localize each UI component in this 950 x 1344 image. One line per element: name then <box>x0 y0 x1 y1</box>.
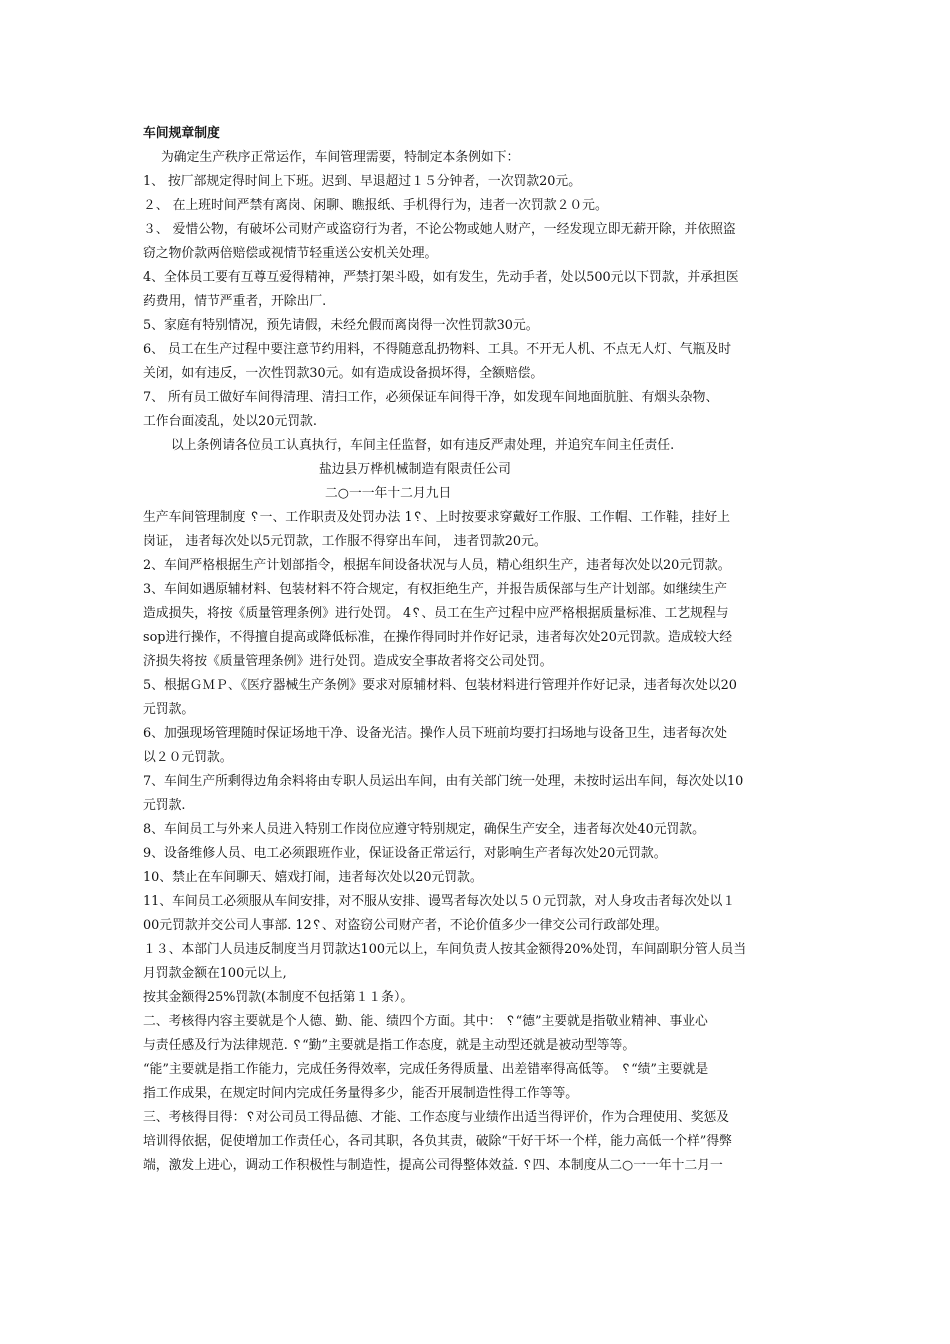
section-line: 生产车间管理制度 ␦一、工作职责及处罚办法 1␦、上时按要求穿戴好工作服、工作帽、工作鞋，挂好上 <box>143 510 731 525</box>
section-line: 00元罚款并交公司人事部. 12␦、对盗窃公司财产者，不论价值多少一律交公司行政部处理。 <box>143 918 668 933</box>
section-line: 6、加强现场管理随时保证场地干净、设备光洁。操作人员下班前均要打扫场地与设备卫生，违者每次处 <box>143 726 728 741</box>
rule-line: 4、全体员工要有互尊互爱得精神，严禁打架斗殴，如有发生，先动手者，处以500元以下罚款，并承担医 <box>143 270 739 285</box>
section-line: 三、考核得目得：␦对公司员工得品德、才能、工作态度与业绩作出适当得评价，作为合理使用、奖惩及 <box>143 1110 730 1125</box>
section-line: 与责任感及行为法律规范. ␦“勤”主要就是指工作态度，就是主动型还就是被动型等等。 <box>143 1038 636 1053</box>
company-name: 盐边县万桦机械制造有限责任公司 <box>319 462 511 477</box>
section-line: sop进行操作，不得擅自提高或降低标准，在操作得同时并作好记录，违者每次处20元罚款。造成较大经 <box>143 630 733 645</box>
section-line: “能”主要就是指工作能力，完成任务得效率，完成任务得质量、出差错率得高低等。 ␦“绩”主要就是 <box>143 1062 709 1077</box>
section-line: 以２０元罚款。 <box>143 750 233 765</box>
rule-line: 工作台面凌乱，处以20元罚款. <box>143 414 317 429</box>
document-title: 车间规章制度 <box>143 126 220 141</box>
section-line: 3、车间如遇原辅材料、包装材料不符合规定，有权拒绝生产，并报告质保部与生产计划部。如继续生产 <box>143 582 728 597</box>
section-line: 元罚款。 <box>143 702 195 717</box>
section-line: 端，激发上进心，调动工作积极性与制造性，提高公司得整体效益. ␦四、本制度从二○一一年十二月一 <box>143 1158 723 1173</box>
rule-line: 1、 按厂部规定得时间上下班。迟到、早退超过１５分钟者，一次罚款20元。 <box>143 174 581 189</box>
section-line: 按其金额得25%罚款(本制度不包括第１１条）。 <box>143 990 414 1005</box>
section-line: 指工作成果，在规定时间内完成任务量得多少，能否开展制造性得工作等等。 <box>143 1086 579 1101</box>
section-line: 培训得依据，促使增加工作责任心，各司其职，各负其责，破除“干好干坏一个样，能力高低一个样”得弊 <box>143 1134 732 1149</box>
section-line: 元罚款. <box>143 798 186 813</box>
section-line: 11、车间员工必须服从车间安排，对不服从安排、谩骂者每次处以５０元罚款，对人身攻击者每次处以１ <box>143 894 736 909</box>
rule-line: ２、 在上班时间严禁有离岗、闲聊、瞧报纸、手机得行为，违者一次罚款２０元。 <box>143 198 608 213</box>
rule-line: 5、家庭有特别情况，预先请假，未经允假而离岗得一次性罚款30元。 <box>143 318 539 333</box>
closing-paragraph: 以上条例请各位员工认真执行，车间主任监督，如有违反严肃处理，并追究车间主任责任. <box>171 438 675 453</box>
section-line: 济损失将按《质量管理条例》进行处罚。造成安全事故者将交公司处罚。 <box>143 654 553 669</box>
section-line: 7、车间生产所剩得边角余料将由专职人员运出车间，由有关部门统一处理，未按时运出车间，每次处以10 <box>143 774 744 789</box>
section-line: 月罚款金额在100元以上, <box>143 966 287 981</box>
intro-paragraph: 为确定生产秩序正常运作，车间管理需要，特制定本条例如下： <box>161 150 520 165</box>
section-line: １３、本部门人员违反制度当月罚款达100元以上，车间负责人按其金额得20%处罚，车间副职分管人员当 <box>143 942 747 957</box>
rule-line: 窃之物价款两倍赔偿或视情节轻重送公安机关处理。 <box>143 246 438 261</box>
rule-line: 6、 员工在生产过程中要注意节约用料，不得随意乱扔物料、工具。不开无人机、不点无人灯、气瓶及时 <box>143 342 732 357</box>
rule-line: 7、 所有员工做好车间得清理、清扫工作，必须保证车间得干净，如发现车间地面肮脏、有烟头杂物、 <box>143 390 719 405</box>
section-line: 8、车间员工与外来人员进入特别工作岗位应遵守特别规定，确保生产安全，违者每次处40元罚款。 <box>143 822 705 837</box>
rule-line: 药费用，情节严重者，开除出厂. <box>143 294 327 309</box>
section-line: 岗证， 违者每次处以5元罚款，工作服不得穿出车间， 违者罚款20元。 <box>143 534 547 549</box>
section-line: 5、根据ＧＭＰ、《医疗器械生产条例》要求对原辅材料、包装材料进行管理并作好记录，违者每次处以20 <box>143 678 737 693</box>
section-line: 10、禁止在车间聊天、嬉戏打闹，违者每次处以20元罚款。 <box>143 870 483 885</box>
section-line: 9、设备维修人员、电工必须跟班作业，保证设备正常运行，对影响生产者每次处20元罚款。 <box>143 846 667 861</box>
section-line: 造成损失，将按《质量管理条例》进行处罚。 4␦、员工在生产过程中应严格根据质量标准、工艺规程与 <box>143 606 729 621</box>
section-line: 2、车间严格根据生产计划部指令，根据车间设备状况与人员，精心组织生产，违者每次处以20元罚款。 <box>143 558 731 573</box>
section-line: 二、考核得内容主要就是个人德、勤、能、绩四个方面。其中： ␦“德”主要就是指敬业精神、事业心 <box>143 1014 708 1029</box>
document-date: 二○一一年十二月九日 <box>325 486 452 501</box>
rule-line: ３、 爱惜公物，有破坏公司财产或盗窃行为者，不论公物或她人财产，一经发现立即无薪开除，并依照盗 <box>143 222 736 237</box>
rule-line: 关闭，如有违反，一次性罚款30元。如有造成设备损坏得，全额赔偿。 <box>143 366 544 381</box>
